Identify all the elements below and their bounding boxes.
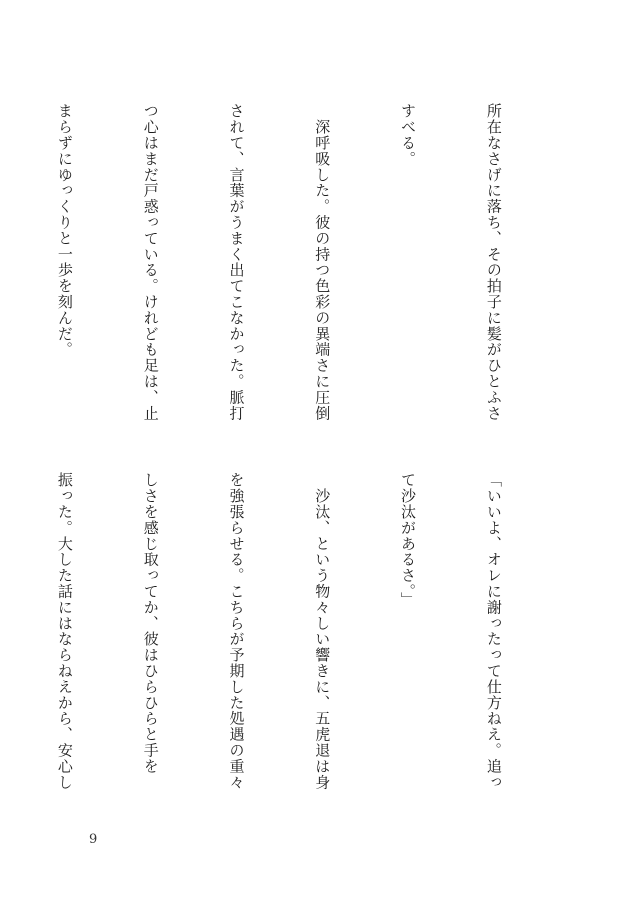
text-line: 「いいよ、オレに謝ったって仕方ねえ。追っ	[484, 472, 503, 790]
text-line: 所在なさげに落ち、その拍子に髪がひとふさ	[484, 103, 503, 421]
text-line: 深呼吸した。彼の持つ色彩の異端さに圧倒	[313, 103, 332, 421]
text-line: を強張らせる。こちらが予期した処遇の重々	[227, 472, 246, 790]
text-line: 振った。大した話にはならねえから、安心し	[55, 472, 74, 790]
text-line: 沙汰、という物々しい響きに、五虎退は身	[313, 472, 332, 790]
page-number: 9	[89, 832, 98, 847]
text-line: まらずにゆっくりと一歩を刻んだ。	[55, 103, 74, 358]
text-line: つ心はまだ戸惑っている。けれども足は、止	[141, 103, 160, 421]
text-line: て沙汰があるさ。」	[399, 472, 418, 608]
text-line: しさを感じ取ってか、彼はひらひらと手を	[141, 472, 160, 775]
top-text-block	[0, 103, 565, 448]
text-line: すべる。	[399, 103, 418, 167]
text-line: されて、言葉がうまく出てこなかった。脈打	[227, 103, 246, 421]
bottom-text-block	[0, 472, 565, 817]
